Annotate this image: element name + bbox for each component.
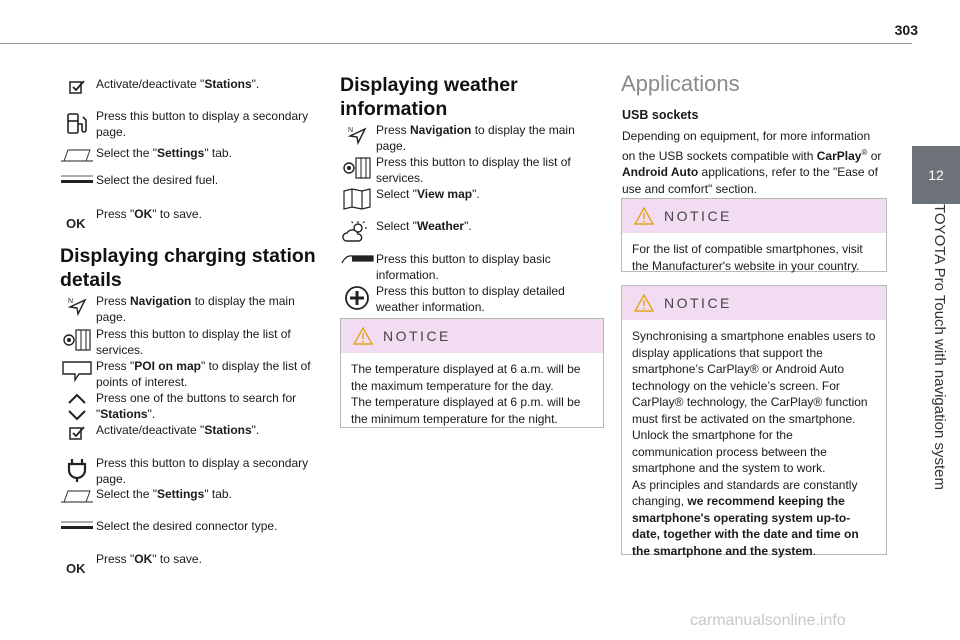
instruction-text-part: Press this button to display detailed weather information. (376, 284, 565, 314)
notice-header (341, 319, 603, 353)
instruction-row (338, 154, 600, 186)
notice-text: For the list of compatible smartphones, visit the Manufacturer's website in your country. (632, 242, 863, 273)
instruction-text (96, 108, 316, 140)
section-heading-weather: Displaying weather information (340, 74, 518, 120)
notice-line: The temperature displayed at 6 a.m. will be the maximum temperature for the day. (351, 362, 581, 393)
instruction-text (96, 518, 316, 534)
para-bold-android: Android Auto (622, 165, 699, 179)
notice-header (622, 199, 886, 233)
instruction-row (58, 486, 320, 504)
notice-title: NOTICE (664, 295, 732, 311)
warning-icon (353, 327, 373, 345)
instruction-text-part: Press one of the buttons to search for " (96, 391, 297, 421)
instruction-text (96, 358, 316, 390)
notice-title: NOTICE (383, 328, 451, 344)
services-list-icon[interactable] (338, 156, 376, 186)
notice-compatible (621, 198, 887, 272)
instruction-bold: OK (134, 552, 153, 566)
instruction-text-part: Select " (376, 219, 417, 233)
ok-icon[interactable] (58, 216, 96, 230)
navigation-icon[interactable] (58, 295, 96, 325)
instruction-bold: Settings (156, 146, 205, 160)
instruction-bold: Navigation (130, 294, 192, 308)
instruction-text-part: Activate/deactivate " (96, 77, 205, 91)
instruction-text-part: ". (464, 219, 472, 233)
para-text: applications, refer to the "Ease of use and comfort" section. (622, 165, 878, 196)
instruction-row (58, 293, 320, 325)
chevron-down-icon[interactable] (66, 408, 88, 427)
notice-temperature (340, 318, 604, 428)
instruction-text-part: to display the main page. (96, 294, 295, 324)
page-number: 303 (894, 22, 918, 38)
instruction-row (58, 76, 320, 96)
instruction-text-part: " to save. (152, 207, 202, 221)
instruction-bold: POI on map (134, 359, 201, 373)
instruction-row (58, 326, 320, 358)
notice-text: As principles and standards are constantly changing, (632, 477, 858, 508)
subheading-usb: USB sockets (622, 108, 699, 122)
instruction-text-part: " tab. (204, 146, 232, 160)
instruction-text (376, 283, 596, 315)
instruction-bold: View map (416, 187, 473, 201)
instruction-text-part: ". (251, 77, 260, 91)
instruction-row (58, 518, 320, 534)
instruction-row (338, 251, 600, 283)
instruction-text-part: " to display the list of points of interest. (96, 359, 311, 389)
warning-icon (634, 294, 654, 312)
section-heading-charging: Displaying charging station details (60, 245, 316, 291)
instruction-text (96, 455, 316, 487)
instruction-bold: Stations (204, 423, 252, 437)
instruction-row (58, 172, 320, 188)
instruction-bold: Stations (204, 77, 252, 91)
usb-paragraph (622, 128, 884, 197)
info-bar-icon[interactable] (338, 253, 376, 283)
connector-bar-icon[interactable] (58, 520, 96, 534)
chapter-title: TOYOTA Pro Touch with navigation system (931, 204, 948, 490)
instruction-row (338, 122, 600, 154)
instruction-text (96, 145, 316, 163)
instruction-text-part: Press (376, 123, 411, 137)
instruction-bold: OK (134, 207, 153, 221)
instruction-row (58, 390, 320, 422)
instruction-text (96, 422, 316, 442)
notice-title: NOTICE (664, 208, 732, 224)
instruction-text-part: Activate/deactivate " (96, 423, 205, 437)
para-text: Depending on equipment, for more information on the USB sockets compatible with (622, 129, 871, 163)
instruction-row (58, 358, 320, 390)
instruction-text-part: Press " (96, 552, 135, 566)
charging-plug-icon[interactable] (58, 457, 96, 487)
notice-paragraph: Synchronising a smartphone enables users to display applications that support the smartphone’s CarPlay® or Android Auto technology on the vehicle’s screen. For CarPlay® technology, the CarPlay® function must first be activated on the smartphone. (632, 329, 876, 426)
instruction-text (96, 206, 316, 230)
instruction-text (96, 551, 316, 575)
svg-text:OK: OK (66, 216, 86, 230)
notice-text: . (812, 543, 817, 558)
map-icon[interactable] (338, 188, 376, 210)
instruction-text-part: Press this button to display a secondary page. (96, 109, 309, 139)
header-rule (0, 43, 912, 44)
instruction-text (376, 251, 596, 283)
navigation-icon[interactable] (338, 124, 376, 154)
instruction-text (96, 172, 316, 188)
instruction-text-part: Press " (96, 207, 135, 221)
instruction-text-part: Press this button to display a secondary page. (96, 456, 309, 486)
instruction-text-part: Press " (96, 359, 135, 373)
instruction-text-part: Select " (376, 187, 417, 201)
instruction-text-part: Select the " (96, 487, 157, 501)
instruction-text (96, 326, 316, 358)
para-text: or (867, 148, 882, 163)
weather-icon[interactable] (338, 220, 376, 244)
plus-circle-icon[interactable] (338, 285, 376, 315)
instruction-row (58, 551, 320, 575)
instruction-text (376, 122, 596, 154)
instruction-text-part: " tab. (204, 487, 232, 501)
section-heading-applications: Applications (621, 71, 740, 96)
instruction-text (96, 293, 316, 325)
instruction-text-part: Select the desired connector type. (96, 519, 278, 533)
instruction-text-part: Press this button to display basic information. (376, 252, 551, 282)
poi-map-icon[interactable] (58, 360, 96, 390)
warning-icon (634, 207, 654, 225)
settings-tab-icon[interactable] (58, 488, 96, 504)
instruction-text-part: ". (472, 187, 480, 201)
instruction-text (376, 186, 596, 210)
instruction-text-part: Press (96, 294, 131, 308)
fuel-pump-icon[interactable] (58, 110, 96, 140)
ok-icon[interactable] (58, 561, 96, 575)
instruction-text-part: " to save. (152, 552, 202, 566)
instruction-text-part: Select the " (96, 146, 157, 160)
notice-bold: we recommend keeping the smartphone's operating system up-to-date, together with the date and time on the smartphone and the system (632, 494, 859, 558)
instruction-text-part: ". (147, 407, 156, 421)
instruction-text (96, 76, 316, 96)
instruction-row (338, 283, 600, 315)
instruction-text (96, 486, 316, 504)
instruction-row (58, 108, 320, 140)
instruction-bold: Navigation (410, 123, 472, 137)
instruction-row (58, 145, 320, 163)
instruction-bold: Settings (156, 487, 205, 501)
instruction-row (58, 206, 320, 230)
instruction-text (376, 218, 596, 244)
para-sup: ® (861, 147, 868, 157)
instruction-text-part: Press this button to display the list of services. (376, 155, 571, 185)
notice-paragraph: Unlock the smartphone for the communication process between the smartphone and the system to work. (632, 428, 827, 475)
instruction-text-part: Press this button to display the list of services. (96, 327, 291, 357)
svg-text:N: N (68, 298, 74, 305)
chapter-title-vertical (926, 204, 950, 594)
para-bold-carplay: CarPlay (816, 148, 862, 163)
instruction-text (96, 390, 316, 422)
notice-header (622, 286, 886, 320)
instruction-text-part: ". (251, 423, 260, 437)
notice-line: The temperature displayed at 6 p.m. will be the minimum temperature for the night. (351, 395, 581, 426)
instruction-row (58, 455, 320, 487)
checkbox-icon[interactable] (58, 78, 96, 96)
chapter-tab[interactable]: 12 (912, 146, 960, 204)
fuel-bar-icon[interactable] (58, 174, 96, 188)
watermark: carmanualsonline.info (690, 612, 846, 629)
instruction-row (338, 218, 600, 244)
instruction-text-part: to display the main page. (376, 123, 575, 153)
svg-text:N: N (348, 127, 354, 134)
instruction-row (58, 422, 320, 442)
services-list-icon[interactable] (58, 328, 96, 358)
instruction-text-part: Select the desired fuel. (96, 173, 219, 187)
notice-paragraph (632, 477, 876, 560)
notice-synchronising (621, 285, 887, 558)
settings-tab-icon[interactable] (58, 147, 96, 163)
instruction-bold: Stations (100, 407, 148, 421)
instruction-bold: Weather (416, 219, 465, 233)
instruction-row (338, 186, 600, 210)
instruction-text (376, 154, 596, 186)
svg-text:OK: OK (66, 561, 86, 575)
